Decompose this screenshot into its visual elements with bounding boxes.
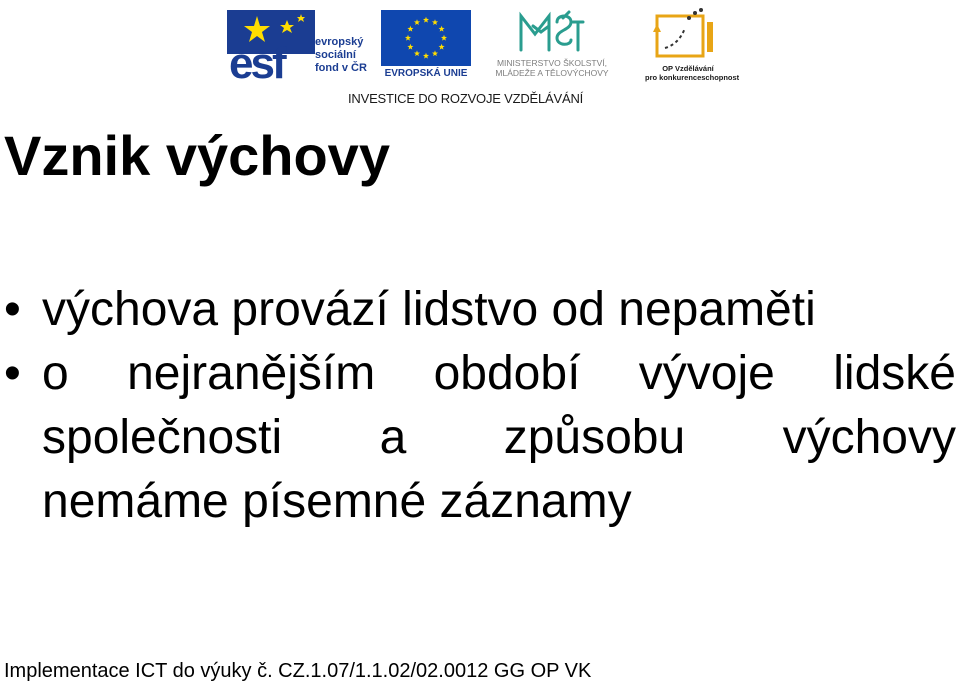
word: způsobu [503, 411, 686, 464]
bullet-text-line-1 [42, 342, 956, 406]
esf-star-icon [227, 10, 315, 82]
op-vk-logo [645, 8, 740, 84]
word: období [433, 347, 581, 400]
msmt-emblem-icon [477, 8, 627, 58]
esf-wordmark: evropský sociální fond v ČR [315, 36, 367, 74]
bullet-item [0, 278, 960, 342]
slide-title: Vznik výchovy [4, 124, 390, 187]
word: společnosti [42, 411, 283, 464]
word: lidské [833, 347, 956, 400]
bullet-icon: • [4, 347, 21, 400]
bullet-list [0, 278, 960, 534]
bullet-text-line-2 [42, 406, 956, 470]
bullet-text-line-3: nemáme písemné záznamy [42, 475, 632, 528]
bullet-item [0, 342, 960, 534]
op-wordmark: OP Vzdělávání pro konkurenceschopnost [645, 64, 740, 82]
header-tagline: INVESTICE DO ROZVOJE VZDĚLÁVÁNÍ [348, 91, 584, 106]
word: a [379, 411, 407, 464]
word: vývoje [638, 347, 775, 400]
footer-project-code: Implementace ICT do výuky č. CZ.1.07/1.1.02/02.0012 GG OP VK [4, 660, 592, 682]
op-arrow-icon [645, 8, 731, 64]
esf-logo [227, 10, 375, 82]
eu-caption: EVROPSKÁ UNIE [384, 68, 468, 79]
word: výchovy [782, 411, 956, 464]
bullet-text: výchova provází lidstvo od nepaměti [42, 283, 816, 336]
svg-text:esf: esf [229, 39, 284, 82]
word: o [42, 347, 69, 400]
msmt-wordmark: MINISTERSTVO ŠKOLSTVÍ, MLÁDEŽE A TĚLOVÝCHOVY [495, 58, 609, 78]
msmt-logo [477, 8, 627, 82]
bullet-icon: • [4, 283, 21, 336]
word: nejranějším [127, 347, 376, 400]
eu-flag-logo [381, 10, 471, 82]
eu-flag-icon [381, 10, 471, 66]
